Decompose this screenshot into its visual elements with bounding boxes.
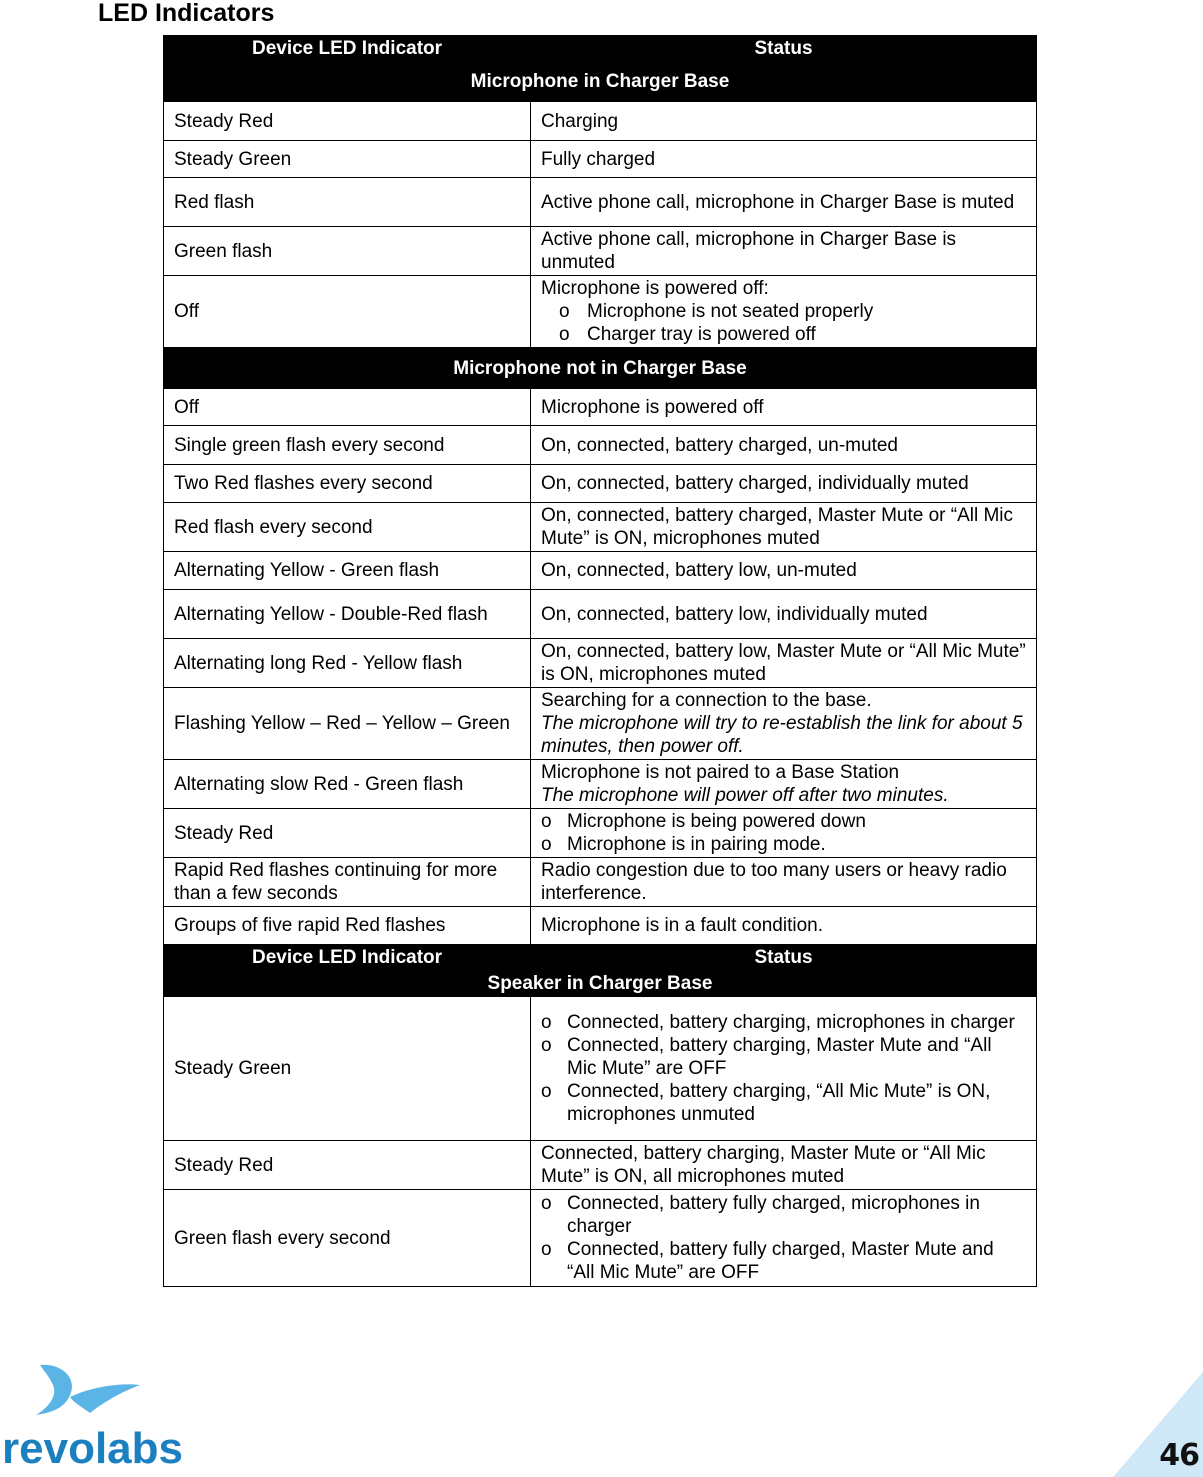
table-row bbox=[164, 141, 1037, 178]
status-bullet: o Connected, battery fully charged, Master Mute and “All Mic Mute” are OFF bbox=[541, 1238, 1026, 1284]
logo-wordmark: revolabs bbox=[2, 1424, 183, 1473]
led-cell: Steady Green bbox=[164, 141, 531, 178]
status-note: The microphone will power off after two minutes. bbox=[541, 785, 949, 806]
status-cell bbox=[531, 997, 1037, 1141]
status-cell: Charging bbox=[531, 102, 1037, 141]
table-header-row bbox=[164, 945, 1037, 970]
table-row bbox=[164, 760, 1037, 809]
led-cell: Steady Green bbox=[164, 997, 531, 1141]
status-cell: On, connected, battery low, Master Mute or “All Mic Mute” is ON, microphones muted bbox=[531, 639, 1037, 688]
status-bullet: o Microphone is not seated properly bbox=[541, 300, 1026, 323]
status-text: Microphone is powered off: bbox=[541, 278, 769, 299]
table-row bbox=[164, 688, 1037, 760]
status-bullet: o Charger tray is powered off bbox=[541, 323, 1026, 346]
table-header-row bbox=[164, 36, 1037, 61]
table-row bbox=[164, 102, 1037, 141]
section-header-mic-in-base bbox=[164, 61, 1037, 102]
led-cell: Green flash bbox=[164, 227, 531, 276]
col-header-led: Device LED Indicator bbox=[164, 36, 531, 61]
led-cell: Steady Red bbox=[164, 1141, 531, 1190]
status-bullet: o Microphone is being powered down bbox=[541, 810, 1026, 833]
section-title: Speaker in Charger Base bbox=[164, 970, 1037, 997]
table-row bbox=[164, 809, 1037, 858]
table-row bbox=[164, 426, 1037, 465]
table-row bbox=[164, 590, 1037, 639]
status-bullet: o Connected, battery charging, Master Mute and “All Mic Mute” are OFF bbox=[541, 1034, 1026, 1080]
table-row bbox=[164, 227, 1037, 276]
status-cell bbox=[531, 809, 1037, 858]
status-note: The microphone will try to re-establish the link for about 5 minutes, then power off. bbox=[541, 713, 1023, 757]
status-cell: On, connected, battery low, individually muted bbox=[531, 590, 1037, 639]
status-cell: On, connected, battery low, un-muted bbox=[531, 552, 1037, 590]
status-cell: Active phone call, microphone in Charger Base is muted bbox=[531, 178, 1037, 227]
led-cell: Off bbox=[164, 276, 531, 348]
logo-wave-icon bbox=[36, 1365, 72, 1415]
led-cell: Green flash every second bbox=[164, 1190, 531, 1287]
section-title: Microphone not in Charger Base bbox=[164, 348, 1037, 389]
status-cell: Active phone call, microphone in Charger Base is unmuted bbox=[531, 227, 1037, 276]
status-bullet-list bbox=[541, 1011, 1026, 1126]
led-cell: Alternating slow Red - Green flash bbox=[164, 760, 531, 809]
table-row bbox=[164, 389, 1037, 426]
status-bullet-list bbox=[541, 1192, 1026, 1284]
revolabs-logo bbox=[0, 1355, 183, 1475]
status-cell bbox=[531, 1190, 1037, 1287]
status-cell bbox=[531, 688, 1037, 760]
table-row bbox=[164, 178, 1037, 227]
status-cell: Radio congestion due to too many users or heavy radio interference. bbox=[531, 858, 1037, 907]
status-bullet-list bbox=[541, 300, 1026, 346]
status-text: Searching for a connection to the base. bbox=[541, 690, 872, 711]
status-bullet: o Connected, battery charging, “All Mic Mute” is ON, microphones unmuted bbox=[541, 1080, 1026, 1126]
status-bullet: o Microphone is in pairing mode. bbox=[541, 833, 1026, 856]
table-row bbox=[164, 1190, 1037, 1287]
led-cell: Two Red flashes every second bbox=[164, 465, 531, 503]
led-cell: Alternating Yellow - Green flash bbox=[164, 552, 531, 590]
led-cell: Off bbox=[164, 389, 531, 426]
led-cell: Alternating Yellow - Double-Red flash bbox=[164, 590, 531, 639]
status-cell: On, connected, battery charged, Master Mute or “All Mic Mute” is ON, microphones muted bbox=[531, 503, 1037, 552]
table-row bbox=[164, 997, 1037, 1141]
status-cell: On, connected, battery charged, un-muted bbox=[531, 426, 1037, 465]
led-cell: Steady Red bbox=[164, 809, 531, 858]
led-cell: Rapid Red flashes continuing for more than a few seconds bbox=[164, 858, 531, 907]
section-header-mic-not-in-base bbox=[164, 348, 1037, 389]
section-header-speaker-in-base bbox=[164, 970, 1037, 997]
status-bullet-list bbox=[541, 810, 1026, 856]
table-row bbox=[164, 552, 1037, 590]
status-text: Microphone is not paired to a Base Station bbox=[541, 762, 900, 783]
table-row bbox=[164, 858, 1037, 907]
status-bullet: o Connected, battery charging, microphones in charger bbox=[541, 1011, 1026, 1034]
led-cell: Alternating long Red - Yellow flash bbox=[164, 639, 531, 688]
status-cell: Fully charged bbox=[531, 141, 1037, 178]
led-indicator-table bbox=[163, 35, 1037, 1287]
status-bullet: o Connected, battery fully charged, microphones in charger bbox=[541, 1192, 1026, 1238]
led-cell: Single green flash every second bbox=[164, 426, 531, 465]
led-cell: Red flash bbox=[164, 178, 531, 227]
col-header-led: Device LED Indicator bbox=[164, 945, 531, 970]
led-cell: Red flash every second bbox=[164, 503, 531, 552]
logo-wave-icon bbox=[70, 1384, 140, 1413]
status-cell bbox=[531, 760, 1037, 809]
led-cell: Steady Red bbox=[164, 102, 531, 141]
page-number: 46 bbox=[1159, 1438, 1199, 1473]
section-title: Microphone in Charger Base bbox=[164, 61, 1037, 102]
table-row bbox=[164, 907, 1037, 945]
led-cell: Groups of five rapid Red flashes bbox=[164, 907, 531, 945]
status-cell: Connected, battery charging, Master Mute or “All Mic Mute” is ON, all microphones muted bbox=[531, 1141, 1037, 1190]
table-row bbox=[164, 503, 1037, 552]
table-row bbox=[164, 276, 1037, 348]
table-row bbox=[164, 639, 1037, 688]
table-row bbox=[164, 1141, 1037, 1190]
led-cell: Flashing Yellow – Red – Yellow – Green bbox=[164, 688, 531, 760]
status-cell: On, connected, battery charged, individually muted bbox=[531, 465, 1037, 503]
status-cell: Microphone is powered off bbox=[531, 389, 1037, 426]
col-header-status: Status bbox=[531, 945, 1037, 970]
status-cell: Microphone is in a fault condition. bbox=[531, 907, 1037, 945]
table-row bbox=[164, 465, 1037, 503]
status-cell bbox=[531, 276, 1037, 348]
page-title: LED Indicators bbox=[98, 0, 275, 27]
col-header-status: Status bbox=[531, 36, 1037, 61]
